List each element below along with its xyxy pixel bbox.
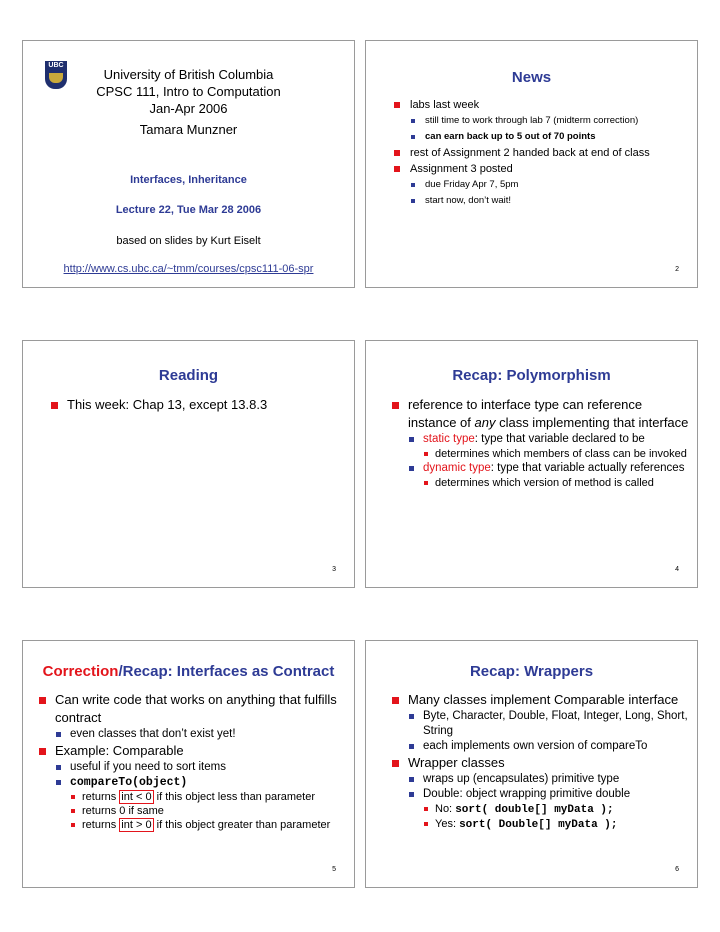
author: Tamara Munzner (139, 122, 238, 137)
slide-number: 4 (675, 566, 679, 573)
term-static-type: static type (423, 433, 475, 445)
list-item: determines which members of class can be invoked (390, 447, 689, 461)
slide-number: 3 (332, 566, 336, 573)
slide-2 (365, 40, 698, 288)
list-item: Assignment 3 posted (392, 161, 691, 177)
ubc-logo-text: UBC (48, 62, 64, 69)
course-url-link[interactable]: http://www.cs.ubc.ca/~tmm/courses/cpsc111-06-spr (63, 263, 314, 275)
list-item (390, 461, 689, 476)
course-name: CPSC 111, Intro to Computation (96, 84, 281, 99)
list-item (390, 396, 689, 432)
list-item: useful if you need to sort items (37, 760, 346, 775)
item-text: returns (82, 819, 120, 831)
list-item: returns 0 if same (37, 804, 346, 818)
item-text: : type that variable actually references (490, 462, 685, 474)
list-item (390, 817, 689, 832)
code-snippet: sort( double[] myData ); (455, 804, 614, 816)
term: Jan-Apr 2006 (149, 101, 228, 116)
slide-3 (22, 340, 355, 588)
list-item: Example: Comparable (37, 742, 346, 760)
item-text: reference to interface type can reference instance of (408, 397, 643, 430)
list-item (37, 790, 346, 804)
list-item: Wrapper classes (390, 754, 689, 772)
slide-number: 5 (332, 866, 336, 873)
slide-4 (365, 340, 698, 588)
slide-title: News (511, 69, 552, 86)
slide-number: 2 (675, 266, 679, 273)
item-text: : type that variable declared to be (474, 433, 645, 445)
slide-1 (22, 40, 355, 288)
title-correction: Correction (42, 663, 119, 680)
university-name: University of British Columbia (103, 67, 274, 82)
list-item: each implements own version of compareTo (390, 739, 689, 754)
term-dynamic-type: dynamic type (423, 462, 491, 474)
slide-title: Recap: Polymorphism (452, 367, 611, 384)
list-item: rest of Assignment 2 handed back at end of class (392, 145, 691, 161)
list-item: even classes that don’t exist yet! (37, 727, 346, 742)
slide-title (23, 663, 354, 680)
list-item: still time to work through lab 7 (midterm correction) (392, 113, 691, 129)
list-item: This week: Chap 13, except 13.8.3 (49, 396, 346, 414)
list-item (390, 802, 689, 817)
bullet-list (392, 97, 691, 209)
list-item (37, 818, 346, 832)
item-text: returns (82, 791, 120, 803)
list-item: Byte, Character, Double, Float, Integer, Long, Short, String (390, 709, 689, 739)
list-item: start now, don’t wait! (392, 193, 691, 209)
slide-title: Recap: Wrappers (469, 663, 594, 680)
item-text: if this object less than parameter (153, 791, 315, 803)
list-item: can earn back up to 5 out of 70 points (392, 129, 691, 145)
list-item: Many classes implement Comparable interface (390, 691, 689, 709)
slide-5 (22, 640, 355, 888)
list-item (390, 432, 689, 447)
list-item: determines which version of method is called (390, 476, 689, 490)
item-text: Yes: (435, 818, 460, 830)
item-text: if this object greater than parameter (153, 819, 331, 831)
topic: Interfaces, Inheritance (130, 174, 247, 186)
lecture-title: Lecture 22, Tue Mar 28 2006 (115, 204, 262, 216)
slide-6 (365, 640, 698, 888)
list-item: Double: object wrapping primitive double (390, 787, 689, 802)
list-item: due Friday Apr 7, 5pm (392, 177, 691, 193)
bullet-list (37, 691, 346, 832)
item-text: class implementing that interface (495, 415, 689, 430)
list-item: compareTo(object) (37, 775, 346, 790)
list-item: Can write code that works on anything that fulfills contract (37, 691, 346, 727)
bullet-list (390, 396, 689, 490)
highlight-box: int > 0 (121, 819, 152, 831)
list-item: wraps up (encapsulates) primitive type (390, 772, 689, 787)
credit: based on slides by Kurt Eiselt (116, 235, 261, 247)
emphasis: any (474, 415, 496, 430)
code-snippet: sort( Double[] myData ); (459, 819, 618, 831)
slide-number: 6 (675, 866, 679, 873)
slide-title: Reading (158, 367, 219, 384)
bullet-list (390, 691, 689, 832)
title-text: /Recap: Interfaces as Contract (118, 663, 335, 680)
highlight-box: int < 0 (121, 791, 152, 803)
bullet-list (49, 396, 346, 414)
item-text: No: (435, 803, 456, 815)
list-item: labs last week (392, 97, 691, 113)
